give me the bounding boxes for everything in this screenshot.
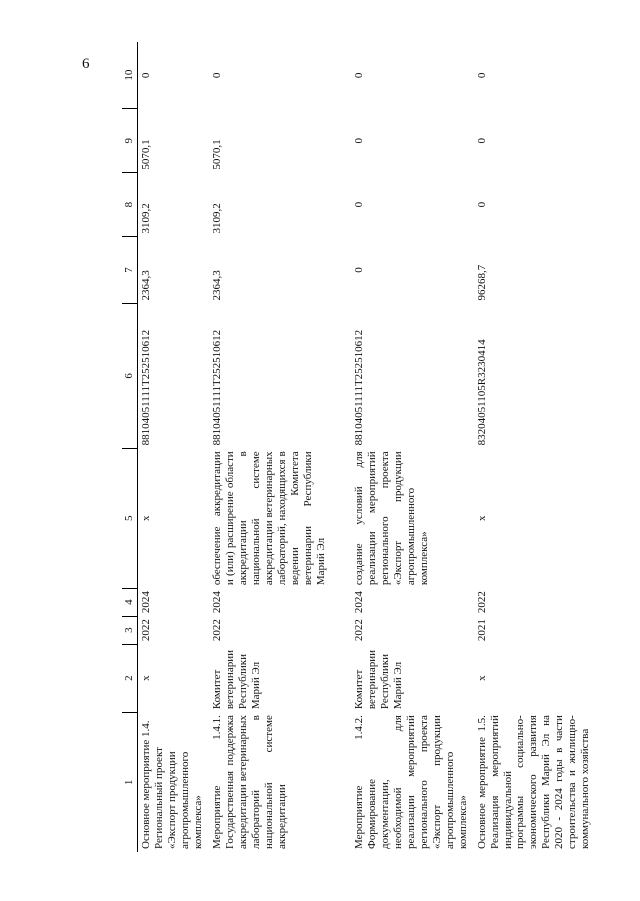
start-year-cell: 2022 — [210, 619, 223, 642]
amount-cell: 0 — [140, 72, 152, 79]
result-cell: создание условий для реализации мероприятий регионального проекта «Экспорт продукции агропромышленного комплекса» — [352, 451, 430, 586]
header-row — [122, 42, 138, 852]
measure-name-cell: Мероприятие 1.4.2. Формирование документации, необходимой для реализации мероприятий регионального проекта «Экспорт продукции агропромышленного комплекса» — [352, 715, 469, 849]
result-cell: обеспечение аккредитации и (или) расширение области аккредитации в национальной системе аккредитации ветеринарных лабораторий, находящихся в ведении Комитета ветеринарии Республики Марий Эл — [210, 451, 327, 586]
page-number: 6 — [82, 56, 90, 72]
start-year-cell: 2022 — [140, 619, 152, 642]
measures-table — [122, 42, 596, 852]
header-cell: 1 — [122, 712, 138, 852]
amount-cell: 0 — [475, 72, 488, 79]
amount-cell: 0 — [210, 72, 223, 79]
header-cell: 5 — [122, 448, 138, 588]
executor-cell: х — [475, 675, 488, 681]
amount-cell: 0 — [475, 137, 488, 144]
budget-code-cell: 88104051111Т252510612 — [352, 329, 365, 446]
amount-cell: 2364,3 — [210, 270, 223, 301]
amount-cell: 0 — [352, 137, 365, 144]
header-cell: 2 — [122, 644, 138, 712]
budget-code-cell: 83204051105R3230414 — [475, 339, 488, 446]
budget-code-cell: 88104051111Т252510612 — [140, 329, 152, 446]
measure-name-cell: Основное мероприятие 1.4. Региональный проект «Экспорт продукции агропромышленного комплекса» — [140, 720, 204, 849]
amount-cell: 0 — [352, 72, 365, 79]
end-year-cell: 2024 — [140, 591, 152, 614]
start-year-cell: 2021 — [475, 619, 488, 642]
start-year-cell: 2022 — [352, 619, 365, 642]
amount-cell: 96268,7 — [475, 264, 488, 301]
table-row — [209, 42, 351, 852]
amount-cell: 5070,1 — [140, 139, 152, 170]
header-cell: 3 — [122, 616, 138, 644]
executor-cell: Комитет ветеринарии Республики Марий Эл — [352, 650, 404, 710]
end-year-cell: 2022 — [475, 591, 488, 614]
measure-name-cell: Основное мероприятие 1.5. Реализация мероприятий индивидуальной программы социально-экономического развития Республики Марий Эл на 2020 - 2024 годы в части строительства и жилищно-коммунального хозяйства — [475, 715, 592, 849]
executor-cell: х — [140, 675, 152, 681]
result-cell: х — [475, 515, 488, 521]
amount-cell: 0 — [352, 267, 365, 273]
amount-cell: 2364,3 — [140, 270, 152, 301]
header-cell: 10 — [122, 42, 138, 109]
result-cell: х — [140, 515, 152, 521]
amount-cell: 0 — [352, 201, 365, 208]
end-year-cell: 2024 — [352, 591, 365, 614]
amount-cell: 3109,2 — [140, 203, 152, 234]
header-cell: 6 — [122, 303, 138, 448]
header-cell: 7 — [122, 237, 138, 304]
amount-cell: 0 — [475, 201, 488, 208]
table-row — [138, 42, 209, 852]
table-row — [474, 42, 597, 852]
executor-cell: Комитет ветеринарии Республики Марий Эл — [210, 650, 262, 710]
end-year-cell: 2024 — [210, 591, 223, 614]
header-cell: 4 — [122, 588, 138, 616]
header-cell: 8 — [122, 173, 138, 237]
budget-code-cell: 88104051111Т252510612 — [210, 329, 223, 446]
table-row — [351, 42, 474, 852]
measure-name-cell: Мероприятие 1.4.1. Государственная поддержка аккредитации ветеринарных лабораторий в национальной системе аккредитации — [210, 715, 288, 849]
amount-cell: 3109,2 — [210, 203, 223, 234]
amount-cell: 5070,1 — [210, 139, 223, 170]
rotated-table-container — [122, 42, 592, 852]
header-cell: 9 — [122, 109, 138, 173]
